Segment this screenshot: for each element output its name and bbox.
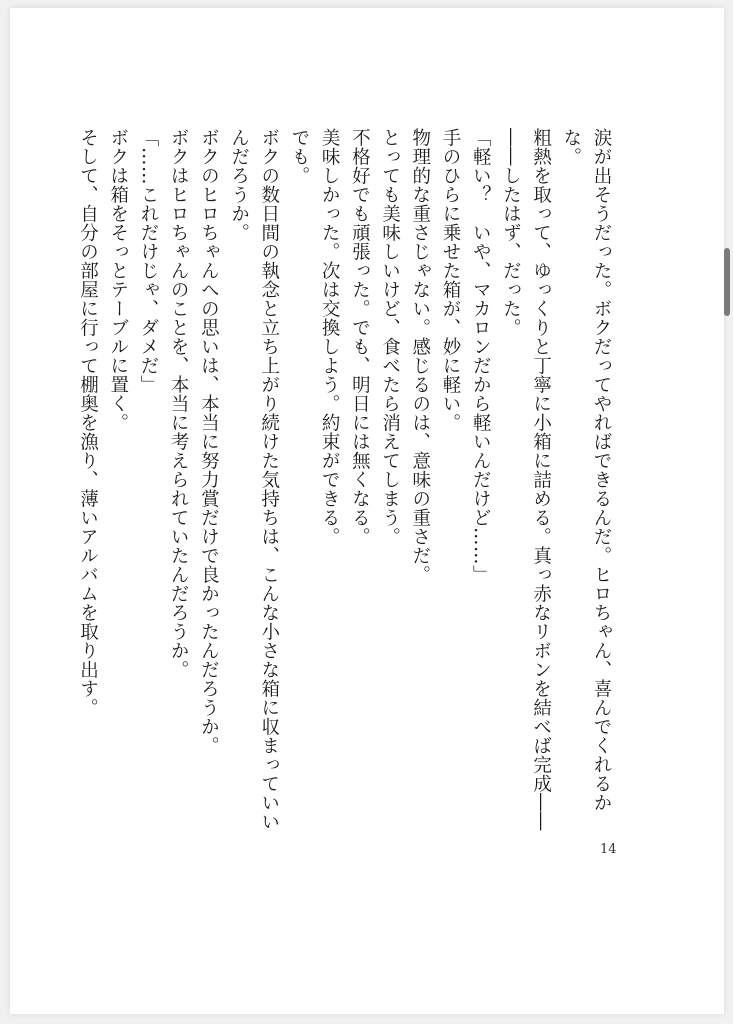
text-line: 涙が出そうだった。ボクだってやればできるんだ。ヒロちゃん、喜んでくれるかな。 [560,128,612,812]
text-line: 美味しかった。次は交換しよう。約束ができる。 [319,128,341,546]
scrollbar-thumb[interactable] [724,248,730,316]
text-line: ボクは箱をそっとテーブルに置く。 [107,128,129,432]
vertical-text-block [72,128,616,848]
text-line: そして、自分の部屋に行って棚奥を漁り、薄いアルバムを取り出す。 [77,128,99,717]
text-line: 不格好でも頑張った。でも、明日には無くなる。 [349,128,371,546]
text-line: でも。 [288,128,310,185]
text-line: 「……これだけじゃ、ダメだ」 [137,128,159,394]
book-page [10,8,724,1014]
text-line: 粗熱を取って、ゆっくりと丁寧に小箱に詰める。真っ赤なリボンを結べば完成―― [530,128,552,831]
text-line: とっても美味しいけど、食べたら消えてしまう。 [379,128,401,546]
text-line: 手のひらに乗せた箱が、妙に軽い。 [439,128,461,432]
text-line: ボクのヒロちゃんへの思いは、本当に努力賞だけで良かったんだろうか。 [198,128,220,755]
text-line: 「軽い？ いや、マカロンだから軽いんだけど……」 [470,128,492,584]
scrollbar[interactable] [721,0,733,1024]
page-number: 14 [600,842,617,857]
text-line: 物理的な重さじゃない。感じるのは、意味の重さだ。 [409,128,431,584]
text-line: ボクの数日間の執念と立ち上がり続けた気持ちは、こんな小さな箱に収まっていいんだろうか。 [228,128,280,831]
text-line: ――したはず、だった。 [500,128,522,337]
text-line: ボクはヒロちゃんのことを、本当に考えられていたんだろうか。 [168,128,190,679]
